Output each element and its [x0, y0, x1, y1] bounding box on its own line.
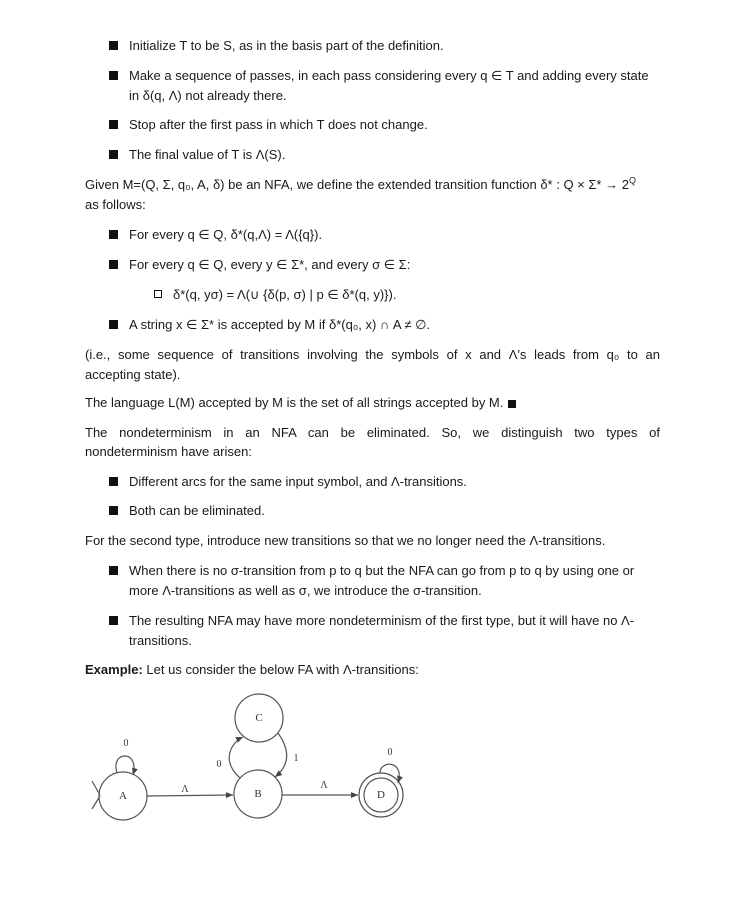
closure-step-1: Initialize T to be S, as in the basis part of the definition. — [129, 38, 444, 53]
edge-b-to-c — [229, 737, 243, 778]
definition-recursive: δ*(q, yσ) = Λ(∪ {δ(p, σ) | p ∈ δ*(q, y)}). — [173, 287, 397, 302]
edge-c-to-b — [275, 733, 287, 777]
definition-base: For every q ∈ Q, δ*(q,Λ) = Λ({q}). — [129, 227, 323, 242]
edge-a-to-b — [147, 795, 233, 796]
elimination-item-1: When there is no σ-transition from p to q but the NFA can go from p to q by using one or — [129, 563, 635, 578]
type-item-1: Different arcs for the same input symbol, and Λ-transitions. — [129, 474, 467, 489]
state-d-label: D — [377, 789, 385, 801]
closure-step-2: Make a sequence of passes, in each pass considering every q ∈ T and adding every state — [129, 68, 649, 83]
closure-step-4: The final value of T is Λ(S). — [129, 147, 286, 162]
example-text: Let us consider the below FA with Λ-transitions: — [142, 662, 419, 677]
ie-paragraph-cont: accepting state). — [85, 367, 181, 382]
closure-step-2-cont: in δ(q, Λ) not already there. — [129, 88, 287, 103]
ie-paragraph: (i.e., some sequence of transitions involving the symbols of x and Λ's leads from q₀ to an — [85, 347, 660, 362]
state-c-label: C — [255, 712, 263, 724]
start-arrow-upper — [92, 781, 100, 795]
edge-b-to-d-label: Λ — [320, 780, 328, 791]
elimination-item-1-cont: more Λ-transitions as well as σ, we introduce the σ-transition. — [129, 583, 482, 598]
edge-b-to-c-label: 0 — [216, 759, 222, 770]
edge-d-loop-label: 0 — [387, 747, 393, 758]
example-label: Example: — [85, 662, 143, 677]
definition-intro-cont: as follows: — [85, 197, 146, 212]
state-b-label: B — [254, 788, 262, 800]
second-type-line: For the second type, introduce new transitions so that we no longer need the Λ-transitions. — [85, 533, 606, 548]
edge-c-to-b-label: 1 — [293, 753, 299, 764]
edge-a-loop-label: 0 — [123, 738, 129, 749]
edge-a-to-b-label: Λ — [181, 784, 189, 795]
elimination-item-2-cont: transitions. — [129, 633, 192, 648]
nondeterminism-paragraph-cont: nondeterminism have arisen: — [85, 444, 252, 459]
nondeterminism-paragraph: The nondeterminism in an NFA can be eliminated. So, we distinguish two types of — [85, 425, 660, 440]
state-a-label: A — [119, 790, 127, 802]
elimination-item-2: The resulting NFA may have more nondeterminism of the first type, but it will have no Λ- — [129, 613, 635, 628]
closure-step-3: Stop after the first pass in which T does not change. — [129, 117, 428, 132]
acceptance-condition: A string x ∈ Σ* is accepted by M if δ*(q₀, x) ∩ A ≠ ∅. — [129, 317, 431, 332]
definition-step: For every q ∈ Q, every y ∈ Σ*, and every σ ∈ Σ: — [129, 257, 411, 272]
type-item-2: Both can be eliminated. — [129, 503, 265, 518]
power-set-superscript: Q — [628, 175, 636, 186]
start-arrow-lower — [92, 796, 100, 809]
definition-intro-text: Given M=(Q, Σ, q₀, A, δ) be an NFA, we define the extended transition function δ* : Q × Σ* → 2 — [85, 177, 629, 192]
language-definition-text: The language L(M) accepted by M is the set of all strings accepted by M. — [85, 395, 504, 410]
